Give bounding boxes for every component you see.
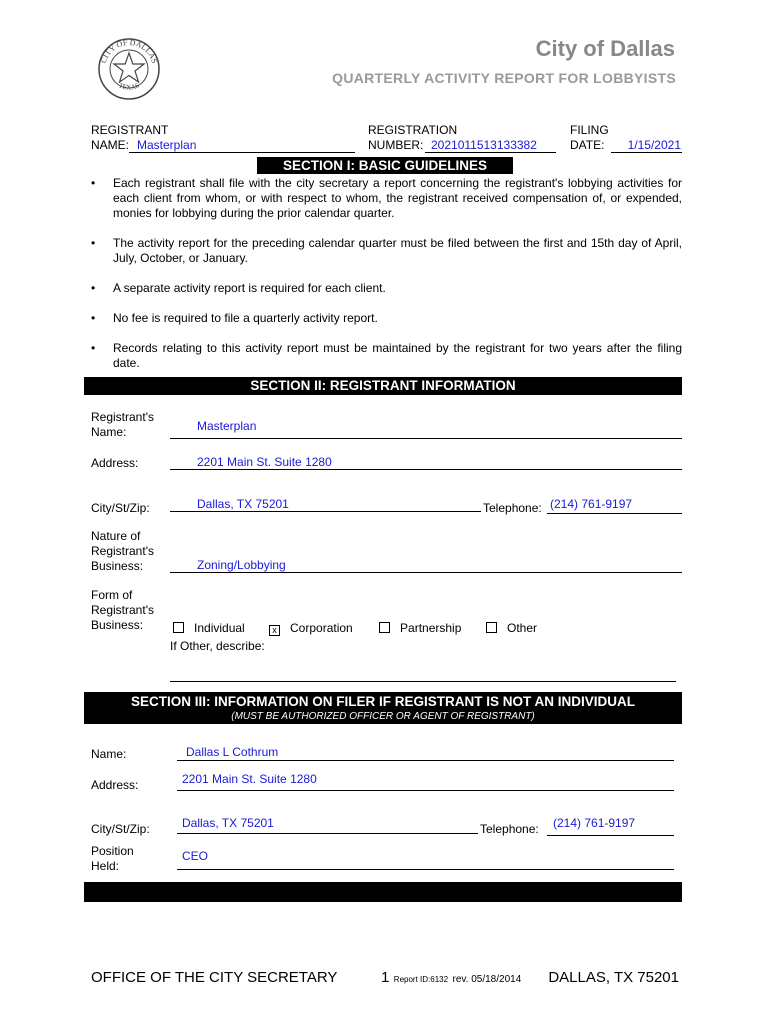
checkbox-partnership[interactable] [379,622,390,633]
position-value: CEO [182,849,209,863]
nature-value: Zoning/Lobbying [197,558,286,572]
footer-city: DALLAS, TX 75201 [548,969,679,986]
svg-text:TEXAS [117,81,140,91]
option-individual[interactable]: Individual [173,621,245,635]
option-other[interactable]: Other [486,621,537,635]
position-input[interactable] [177,849,674,870]
registrant-name-value: Masterplan [137,138,197,152]
option-corporation[interactable]: x Corporation [269,621,353,636]
seal-text-top: CITY OF DALLAS [98,37,160,65]
guideline-item: • Records relating to this activity report must be maintained by the registrant for two years after the filing date. [91,341,682,370]
page-number: 1 [381,969,390,986]
other-describe-label: If Other, describe: [170,639,265,653]
filer-name-label: Name: [91,747,127,761]
city-seal-icon [97,37,161,101]
registrant-name-label: Registrant's Name: [91,410,154,439]
city-state-zip-input[interactable] [170,497,481,512]
address-input[interactable] [170,455,682,470]
option-partnership[interactable]: Partnership [379,621,461,635]
guidelines-list [88,176,682,386]
svg-text:CITY OF DALLAS [99,38,159,64]
city-state-zip-label: City/St/Zip: [91,501,150,515]
other-describe-input[interactable] [170,667,676,682]
address-label: Address: [91,456,139,470]
filer-telephone-label: Telephone: [480,822,539,836]
registrant-name-input[interactable] [170,419,682,439]
filer-telephone-value: (214) 761-9197 [553,816,636,830]
city-title: City of Dallas [535,36,675,61]
checkbox-other[interactable] [486,622,497,633]
filer-city-input[interactable] [177,816,478,834]
registration-label-1: REGISTRATION [368,123,458,137]
filing-label-1: FILING [570,123,609,137]
checkbox-individual[interactable] [173,622,184,633]
registrant-name-field[interactable] [129,138,355,153]
guideline-item: • A separate activity report is required for each client. [91,281,386,295]
filing-date-field[interactable] [611,138,682,153]
nature-input[interactable] [170,558,682,573]
filer-telephone-input[interactable] [547,816,674,836]
guideline-item: • Each registrant shall file with the city secretary a report concerning the registrant's lobbying activities for each client from whom, or with respect to whom, the registrant received compensation of, or expended, monies for lobbying during the prior calendar quarter. [91,176,682,220]
filer-city-label: City/St/Zip: [91,822,150,836]
registrant-label-1: REGISTRANT [91,123,169,137]
registration-label-2: NUMBER: [368,138,424,152]
checkbox-corporation[interactable]: x [269,625,280,636]
filing-date-value: 1/15/2021 [627,138,681,152]
address-input-value: 2201 Main St. Suite 1280 [197,455,332,469]
report-id: Report ID:6132 [393,975,449,984]
telephone-label: Telephone: [483,501,542,515]
filer-name-input[interactable] [177,745,674,761]
section-end-bar [84,882,682,902]
footer-page-info [381,969,521,987]
footer-office: OFFICE OF THE CITY SECRETARY [91,969,338,986]
form-label: Form of Registrant's Business: [91,588,154,632]
telephone-value: (214) 761-9197 [550,497,633,511]
guideline-item: • No fee is required to file a quarterly activity report. [91,311,378,325]
registration-number-value: 2021011513133382 [431,138,537,152]
filer-city-value: Dallas, TX 75201 [182,816,274,830]
filer-name-value: Dallas L Cothrum [186,745,279,759]
revision: rev. 05/18/2014 [452,974,522,985]
position-label: Position Held: [91,844,134,873]
guideline-item: • The activity report for the preceding calendar quarter must be filed between the first and 15th day of April, July, October, or January. [91,236,682,265]
registrant-name-input-value: Masterplan [197,419,257,433]
seal-text-bottom: TEXAS [117,81,141,92]
section3-header [84,692,682,724]
section2-header: SECTION II: REGISTRANT INFORMATION [84,377,682,395]
telephone-input[interactable] [547,497,682,514]
filing-label-2: DATE: [570,138,605,152]
section3-title: SECTION III: INFORMATION ON FILER IF REGISTRANT IS NOT AN INDIVIDUAL [131,694,635,709]
registrant-label-2: NAME: [91,138,130,152]
registration-number-field[interactable] [425,138,556,153]
city-state-zip-value: Dallas, TX 75201 [197,497,289,511]
section1-header: SECTION I: BASIC GUIDELINES [257,157,513,174]
nature-label: Nature of Registrant's Business: [91,529,154,573]
filer-address-label: Address: [91,778,139,792]
filer-address-value: 2201 Main St. Suite 1280 [182,772,317,786]
report-title: QUARTERLY ACTIVITY REPORT FOR LOBBYISTS [332,70,676,86]
section3-subtitle: (MUST BE AUTHORIZED OFFICER OR AGENT OF REGISTRANT) [231,711,535,722]
filer-address-input[interactable] [177,772,674,791]
